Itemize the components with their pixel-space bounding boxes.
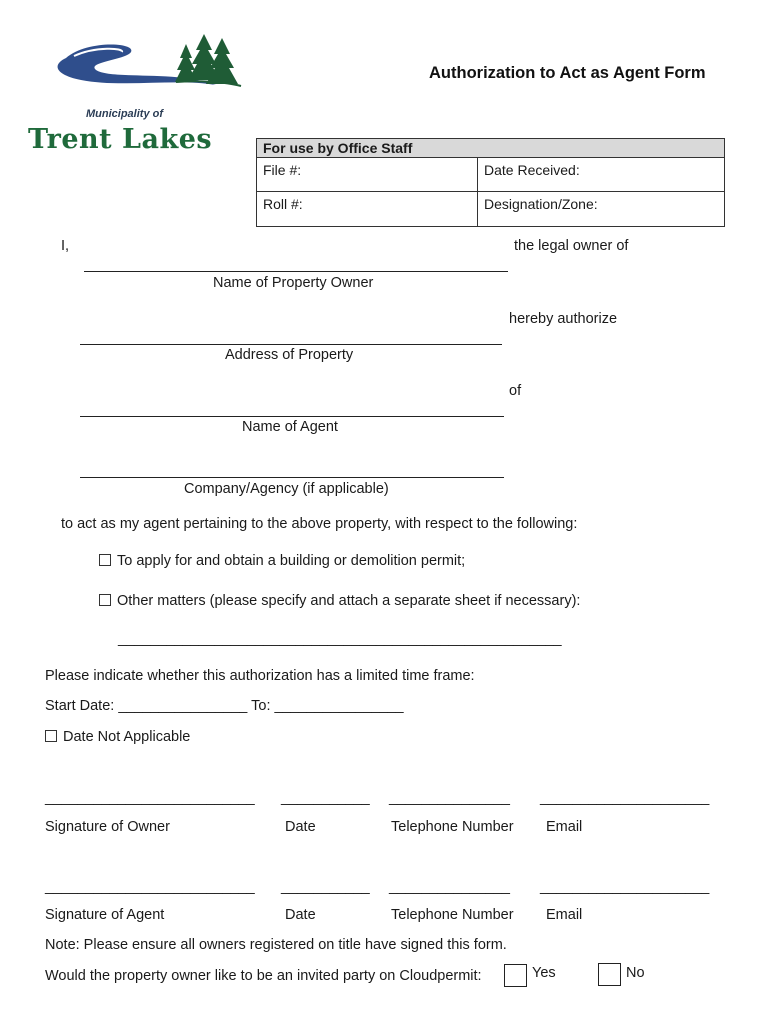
- property-address-caption: Address of Property: [225, 347, 354, 363]
- owner-email-line[interactable]: _____________________: [540, 790, 710, 806]
- agent-name-caption: Name of Agent: [242, 419, 338, 435]
- owner-signature-line[interactable]: __________________________: [45, 790, 255, 806]
- designation-zone-field[interactable]: Designation/Zone:: [478, 192, 725, 227]
- other-matters-option[interactable]: [99, 593, 580, 609]
- agent-signature-line[interactable]: __________________________: [45, 879, 255, 895]
- property-address-input-line[interactable]: [80, 344, 502, 345]
- office-use-table: [256, 138, 725, 227]
- cloudpermit-question: Would the property owner like to be an invited party on Cloudpermit:: [45, 968, 482, 984]
- municipality-logo: [26, 30, 246, 155]
- time-frame-question: Please indicate whether this authorization has a limited time frame:: [45, 668, 475, 684]
- date-not-applicable-label: Date Not Applicable: [63, 729, 191, 745]
- start-to-date-fields[interactable]: Start Date: ________________ To: ________________: [45, 698, 404, 714]
- i-label: I,: [61, 238, 70, 254]
- other-matters-specify-line[interactable]: _______________________________________________________: [118, 631, 562, 647]
- office-header: For use by Office Staff: [257, 139, 725, 158]
- cloudpermit-no-checkbox[interactable]: [598, 963, 621, 986]
- owner-telephone-caption: Telephone Number: [391, 819, 514, 835]
- agent-telephone-line[interactable]: _______________: [389, 879, 510, 895]
- date-not-applicable-checkbox[interactable]: [45, 730, 57, 742]
- legal-owner-label: the legal owner of: [514, 238, 629, 254]
- roll-number-field[interactable]: Roll #:: [257, 192, 478, 227]
- file-number-field[interactable]: File #:: [257, 158, 478, 192]
- agent-name-input-line[interactable]: [80, 416, 504, 417]
- cloudpermit-no-label: No: [626, 965, 645, 981]
- agent-email-line[interactable]: _____________________: [540, 879, 710, 895]
- of-label: of: [509, 383, 522, 399]
- owner-date-caption: Date: [285, 819, 316, 835]
- act-as-agent-text: to act as my agent pertaining to the above property, with respect to the following:: [61, 516, 578, 532]
- agent-signature-caption: Signature of Agent: [45, 907, 165, 923]
- date-received-field[interactable]: Date Received:: [478, 158, 725, 192]
- owner-name-caption: Name of Property Owner: [213, 275, 374, 291]
- owners-note: Note: Please ensure all owners registered on title have signed this form.: [45, 937, 507, 953]
- cloudpermit-yes-checkbox[interactable]: [504, 964, 527, 987]
- owner-telephone-line[interactable]: _______________: [389, 790, 510, 806]
- owner-email-caption: Email: [546, 819, 583, 835]
- other-matters-label: Other matters (please specify and attach a separate sheet if necessary):: [117, 593, 581, 609]
- owner-name-input-line[interactable]: [84, 271, 508, 272]
- agent-date-line[interactable]: ___________: [281, 879, 370, 895]
- agent-date-caption: Date: [285, 907, 316, 923]
- agent-email-caption: Email: [546, 907, 583, 923]
- agent-telephone-caption: Telephone Number: [391, 907, 514, 923]
- owner-date-line[interactable]: ___________: [281, 790, 370, 806]
- permit-checkbox[interactable]: [99, 554, 111, 566]
- permit-option[interactable]: [99, 553, 465, 569]
- owner-signature-caption: Signature of Owner: [45, 819, 170, 835]
- logo-trent-lakes-text: Trent Lakes: [28, 124, 213, 155]
- form-title: Authorization to Act as Agent Form: [429, 64, 706, 82]
- cloudpermit-yes-label: Yes: [532, 965, 556, 981]
- permit-option-label: To apply for and obtain a building or demolition permit;: [117, 553, 466, 569]
- hereby-authorize-label: hereby authorize: [509, 311, 618, 327]
- logo-municipality-text: Municipality of: [86, 108, 163, 120]
- company-input-line[interactable]: [80, 477, 504, 478]
- company-caption: Company/Agency (if applicable): [184, 481, 389, 497]
- other-matters-checkbox[interactable]: [99, 594, 111, 606]
- date-not-applicable-option[interactable]: [45, 729, 190, 745]
